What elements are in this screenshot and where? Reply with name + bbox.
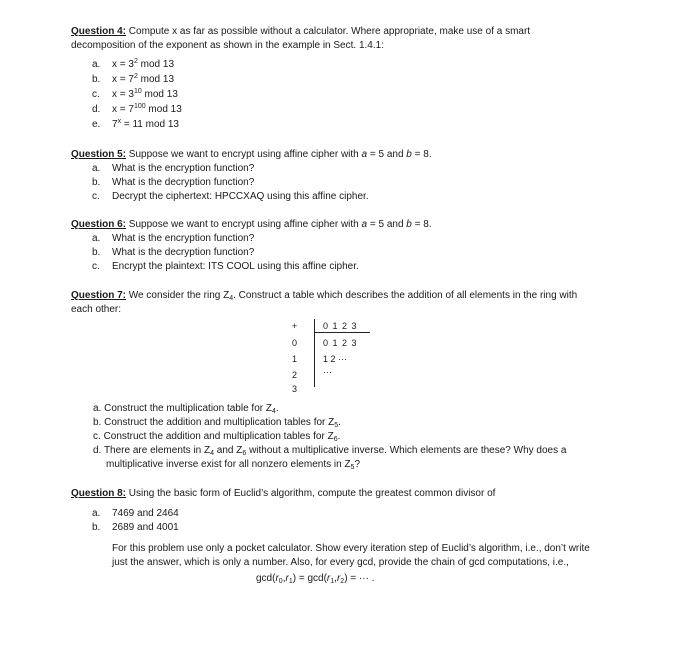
q4-item-b-label: b. (92, 74, 101, 85)
q5-var-b: b (406, 149, 412, 160)
q5-item-b (92, 176, 254, 190)
q7-item-d-label: d. (93, 445, 102, 456)
q5-var-a: a (361, 149, 368, 160)
q5-intro-text: Suppose we want to encrypt using affine cipher with (126, 149, 362, 160)
q8-item-a (92, 507, 179, 521)
q4-item-a-exponent: 2 (133, 58, 138, 65)
q6-item-c-label: c. (92, 261, 100, 272)
q5-intro-text-3: = 8. (411, 149, 432, 160)
q7-item-c-sub: 6 (333, 436, 338, 443)
q5-item-b-label: b. (92, 177, 101, 188)
table-row-label-0: 0 (292, 338, 298, 348)
gcd-open-2: ) = gcd( (292, 573, 327, 584)
r-sub-1b: 1 (330, 578, 335, 585)
q6-item-a-label: a. (92, 233, 101, 244)
q8-note-line-2: just the answer, which is only a number. Also, for every gcd, provide the chain of gcd computations, i.e., (112, 557, 569, 568)
q4-item-d-label: d. (92, 104, 101, 115)
q4-item-b-mod: mod 13 (137, 74, 175, 85)
q7-intro-line-1 (71, 289, 577, 303)
q7-item-a-label: a. (93, 403, 102, 414)
q4-item-c (92, 88, 178, 102)
r-var-0: r (275, 573, 279, 584)
q4-item-c-base: x = 3 (112, 89, 134, 100)
q4-item-a-mod: mod 13 (137, 59, 175, 70)
q7-title: Question 7: (71, 290, 127, 301)
q4-item-c-exponent: 10 (133, 88, 142, 95)
q7-item-a-end: . (275, 403, 279, 414)
q4-item-e-mod: = 11 mod 13 (121, 119, 179, 130)
q7-intro-text-2: . Construct a table which describes the addition of all elements in the ring with (233, 290, 578, 301)
q7-item-c (93, 430, 340, 444)
q7-item-a (93, 402, 279, 416)
table-row-label-3: 3 (292, 384, 298, 394)
q4-item-b-exponent: 2 (133, 73, 138, 80)
q8-item-a-text: 7469 and 2464 (112, 508, 179, 519)
table-row-label-1: 1 (292, 354, 298, 364)
table-row-1-values: 1 2 ··· (323, 354, 348, 364)
q6-intro-text-2: = 5 and (367, 219, 407, 230)
table-row-2-values: ··· (323, 367, 332, 377)
q7-item-b-sub: 5 (334, 422, 339, 429)
q8-item-b-label: b. (92, 522, 101, 533)
q8-item-b-text: 2689 and 4001 (112, 522, 179, 533)
r-sub-2: 2 (340, 578, 345, 585)
q7-item-c-label: c. (93, 431, 101, 442)
q7-item-d-text-4: multiplicative inverse exist for all nonzero elements in Z (106, 459, 351, 470)
q4-item-a (92, 58, 174, 72)
q5-title: Question 5: (71, 149, 127, 160)
r-var-1: r (285, 573, 289, 584)
q4-intro-text: Compute x as far as possible without a calculator. Where appropriate, make use of a smart (126, 26, 531, 37)
q5-intro (71, 148, 432, 162)
q5-intro-text-2: = 5 and (367, 149, 407, 160)
gcd-chain-tail: ) = ··· . (344, 573, 375, 584)
q4-item-d (92, 103, 182, 117)
q7-item-a-sub: 4 (271, 408, 276, 415)
q4-item-a-label: a. (92, 59, 101, 70)
comma-1: , (282, 573, 286, 584)
q5-item-a-text: What is the encryption function? (112, 163, 255, 174)
q4-intro-line-1 (71, 25, 530, 39)
q6-intro (71, 218, 432, 232)
q7-intro-text: We consider the ring Z (126, 290, 230, 301)
q5-item-c-text: Decrypt the ciphertext: HPCCXAQ using this affine cipher. (112, 191, 369, 202)
q8-item-a-label: a. (92, 508, 101, 519)
q4-item-b (92, 73, 174, 87)
q6-var-b: b (406, 219, 412, 230)
q4-item-c-label: c. (92, 89, 100, 100)
q6-intro-text-3: = 8. (411, 219, 432, 230)
q7-item-d-sub-2: 6 (242, 450, 247, 457)
q7-item-d-end: ? (354, 459, 361, 470)
q7-item-d-text-2: and Z (214, 445, 243, 456)
q7-item-c-text: Construct the addition and multiplication tables for Z (103, 431, 334, 442)
q7-item-d-sub-4: 5 (350, 464, 355, 471)
q4-item-e-label: e. (92, 119, 101, 130)
q7-item-d (93, 444, 566, 458)
q4-item-d-exponent: 100 (133, 103, 146, 110)
q8-note-line-1: For this problem use only a pocket calculator. Show every iteration step of Euclid’s algorithm, i.e., don’t write (112, 543, 590, 554)
q6-title: Question 6: (71, 219, 127, 230)
q6-item-c-text: Encrypt the plaintext: ITS COOL using this affine cipher. (112, 261, 359, 272)
table-row-0-values: 0 1 2 3 (323, 338, 358, 348)
q7-item-d-line-2 (106, 458, 360, 472)
q4-item-b-base: x = 7 (112, 74, 134, 85)
q4-item-e-exponent: x (117, 118, 122, 125)
q7-item-d-text-3: without a multiplicative inverse. Which elements are these? Why does a (246, 445, 567, 456)
q4-item-e (92, 118, 179, 132)
q7-item-b-text: Construct the addition and multiplication tables for Z (104, 417, 335, 428)
q8-intro-text: Using the basic form of Euclid’s algorithm, compute the greatest common divisor of (126, 488, 496, 499)
q4-title: Question 4: (71, 26, 127, 37)
q7-item-a-text: Construct the multiplication table for Z (104, 403, 272, 414)
q6-item-a (92, 232, 254, 246)
q6-item-a-text: What is the encryption function? (112, 233, 255, 244)
addition-table-z4 (288, 319, 378, 394)
q7-item-d-sub-1: 4 (210, 450, 215, 457)
q5-item-b-text: What is the decryption function? (112, 177, 255, 188)
q8-item-b (92, 521, 179, 535)
q4-item-e-base: 7 (112, 119, 118, 130)
q7-item-d-text: There are elements in Z (103, 445, 211, 456)
q7-item-b (93, 416, 341, 430)
q6-item-b (92, 246, 254, 260)
q6-item-b-label: b. (92, 247, 101, 258)
comma-2: , (334, 573, 337, 584)
q7-item-b-label: b. (93, 417, 102, 428)
r-sub-1: 1 (288, 578, 293, 585)
q4-intro-line-2: decomposition of the exponent as shown in the example in Sect. 1.4.1: (71, 40, 384, 51)
r-var-1b: r (326, 573, 331, 584)
table-vertical-rule (314, 319, 315, 387)
r-sub-0: 0 (278, 578, 283, 585)
q5-item-c-label: c. (92, 191, 100, 202)
q7-intro-line-2: each other: (71, 304, 122, 315)
q5-item-a (92, 162, 254, 176)
q4-item-a-base: x = 3 (112, 59, 134, 70)
q4-item-d-mod: mod 13 (145, 104, 182, 115)
q6-item-b-text: What is the decryption function? (112, 247, 255, 258)
r-var-2: r (336, 573, 341, 584)
table-corner-plus: + (292, 321, 298, 331)
table-header-row: 0 1 2 3 (323, 321, 358, 331)
q4-item-c-mod: mod 13 (141, 89, 178, 100)
q5-item-a-label: a. (92, 163, 101, 174)
q6-item-c (92, 260, 359, 274)
gcd-chain-formula (256, 572, 374, 586)
q5-item-c (92, 190, 369, 204)
q6-intro-text: Suppose we want to encrypt using affine cipher with (126, 219, 362, 230)
q7-intro-subscript: 4 (229, 295, 234, 302)
table-row-label-2: 2 (292, 370, 298, 380)
q7-item-b-end: . (338, 417, 341, 428)
q8-intro (71, 487, 495, 501)
q7-item-c-end: . (337, 431, 341, 442)
q4-item-d-base: x = 7 (112, 104, 134, 115)
q6-var-a: a (361, 219, 368, 230)
q8-title: Question 8: (71, 488, 127, 499)
gcd-open-1: gcd( (256, 573, 276, 584)
